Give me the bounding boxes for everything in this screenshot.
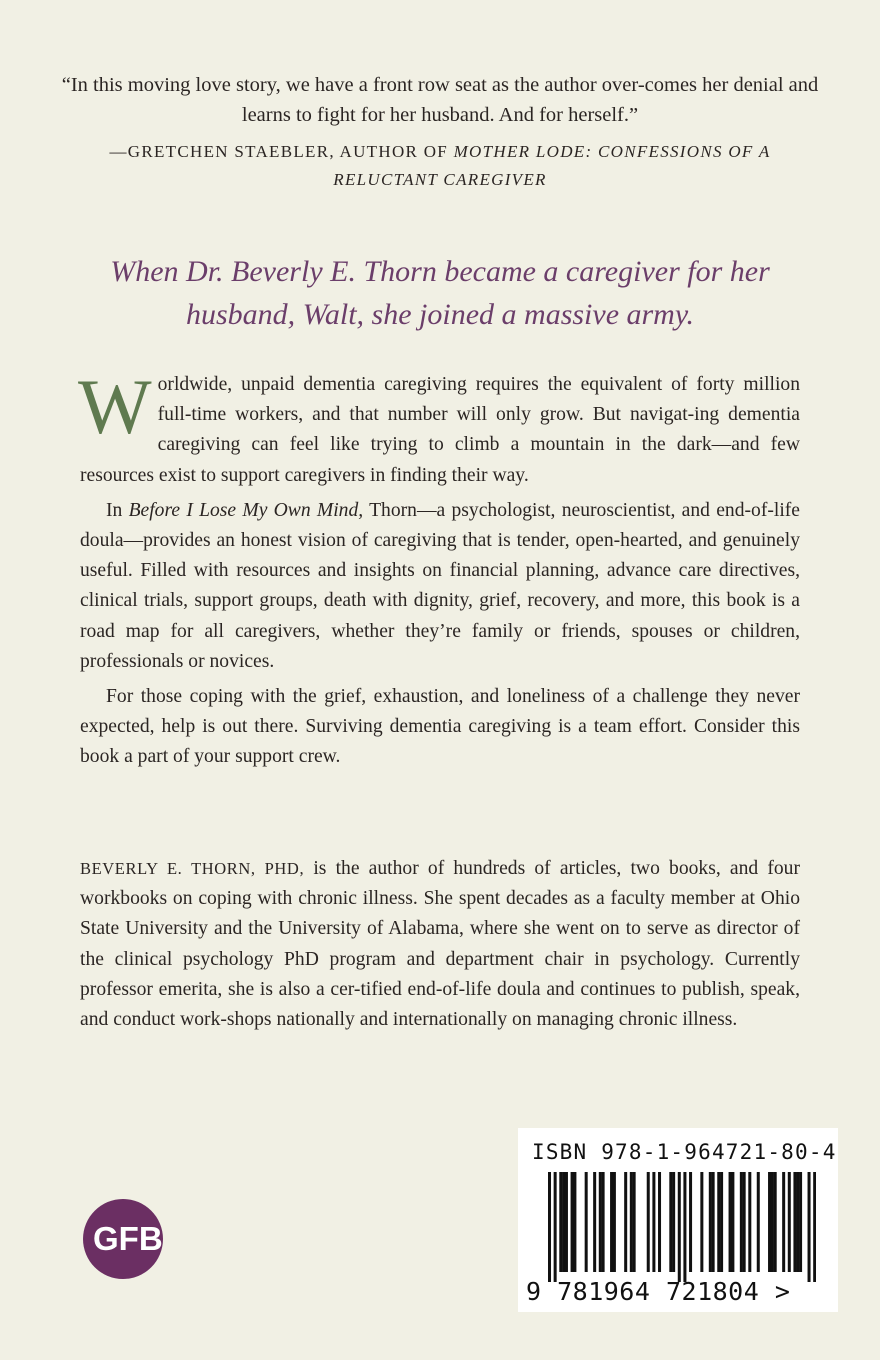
barcode-bar [793,1172,796,1272]
barcode-digits: 9 781964 721804 > [526,1277,791,1306]
barcode-bar [709,1172,712,1272]
barcode-bar [774,1172,777,1272]
book-description [78,363,800,773]
paragraph-1-text: orldwide, unpaid dementia caregiving requires the equivalent of forty million full-time workers, and that number will only grow. But navigat-ing dementia caregiving can feel like trying to climb a mountain in the dark—and few resources exist to support caregivers in finding their way. [80,374,800,486]
barcode-bar [768,1172,771,1272]
description-paragraph-3: For those coping with the grief, exhaustion, and loneliness of a challenge they never expected, help is out there. Surviving dementia caregiving is a team effort. Consider this book a part of your support crew. [80,686,800,768]
attribution-book-title: MOTHER LODE: CONFESSIONS OF A RELUCTANT CAREGIVER [333,142,771,189]
isbn-label: ISBN 978-1-964721-80-4 [532,1140,837,1164]
barcode-bar [813,1172,816,1282]
barcode-bar [554,1172,557,1282]
barcode-bar [782,1172,785,1272]
paragraph-2-prefix: In [106,499,129,521]
isbn-barcode [518,1128,838,1312]
description-paragraph-2 [80,496,800,677]
barcode-bar [571,1172,574,1272]
barcode-bar [602,1172,605,1272]
barcode-bar [700,1172,703,1272]
barcode-bar [748,1172,751,1272]
barcode-bar [565,1172,568,1272]
barcode-bar [788,1172,791,1272]
barcode-bar [573,1172,576,1272]
drop-cap: W [78,363,152,450]
barcode-bar [799,1172,802,1272]
barcode-bar [633,1172,636,1272]
barcode-bar [672,1172,675,1272]
barcode-bar [630,1172,633,1272]
tagline: When Dr. Beverly E. Thorn became a caregiver for her husband, Walt, she joined a massive army. [110,255,770,331]
barcode-bar [559,1172,562,1272]
barcode-bar [624,1172,627,1272]
barcode-bar [548,1172,551,1282]
endorsement-quote: “In this moving love story, we have a front row seat as the author over-comes her denial and learns to fight for her husband. And for herself.” [61,74,819,126]
barcode-bar [808,1172,811,1282]
barcode-bar [712,1172,715,1272]
barcode-bar [771,1172,774,1272]
barcode-bar [562,1172,565,1272]
endorsement-blurb [60,70,820,194]
barcode-bar [683,1172,686,1282]
barcode-bar [613,1172,616,1272]
author-bio [80,854,800,1035]
barcode-bar [740,1172,743,1272]
barcode-bar [796,1172,799,1272]
barcode-bar [669,1172,672,1272]
attribution-author: —GRETCHEN STAEBLER, AUTHOR OF [109,142,454,161]
paragraph-2-text: Thorn—a psychologist, neuroscientist, and end-of-life doula—provides an honest vision of caregiving that is tender, open-hearted, and genuinely useful. Filled with resources and insights on financial planning, advance care directives, clinical trials, support groups, death with dignity, grief, recovery, and more, this book is a road map for all caregivers, whether they’re family or friends, spouses or children, professionals or novices. [80,499,800,672]
barcode-bar [689,1172,692,1272]
barcode-bar [599,1172,602,1272]
barcode-bar [585,1172,588,1272]
barcode-bar [729,1172,732,1272]
barcode-bar [647,1172,650,1272]
barcode-bar [757,1172,760,1272]
barcode-bar [610,1172,613,1272]
barcode-bar [717,1172,720,1272]
author-bio-text: is the author of hundreds of articles, two books, and four workbooks on coping with chronic illness. She spent decades as a faculty member at Ohio State University and the University of Alabama, where she went on to serve as director of the clinical psychology PhD program and department chair in psychology. Currently professor emerita, she is also a cer-tified end-of-life doula and continues to publish, speak, and conduct work-shops nationally and internationally on managing chronic illness. [80,858,800,1031]
barcode-bar [720,1172,723,1272]
barcode-bar [743,1172,746,1272]
barcode-bar [652,1172,655,1272]
publisher-logo-text: GFB [93,1220,163,1257]
author-name: BEVERLY E. THORN, PHD, [80,859,305,878]
barcode-bar [731,1172,734,1272]
barcode-bar [658,1172,661,1272]
description-paragraph-1 [78,363,800,491]
book-title: Before I Lose My Own Mind, [128,499,364,521]
endorsement-attribution [60,138,820,194]
barcode-bars [548,1172,816,1282]
publisher-logo [83,1199,163,1279]
barcode-bar [593,1172,596,1272]
barcode-bar [678,1172,681,1282]
